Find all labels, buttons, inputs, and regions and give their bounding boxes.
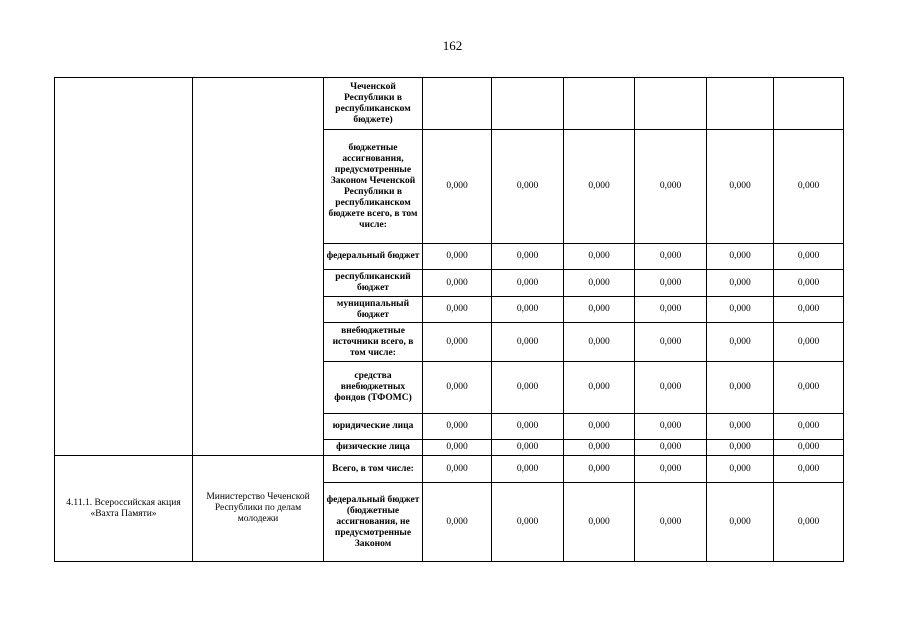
- amount-cell: 0,000: [707, 456, 774, 483]
- amount-cell: 0,000: [774, 362, 844, 414]
- amount-cell: 0,000: [423, 270, 492, 297]
- amount-cell: 0,000: [635, 456, 707, 483]
- amount-cell: 0,000: [492, 414, 564, 440]
- funding-source-cell: федеральный бюджет (бюджетные ассигнования, не предусмотренные Законом: [324, 483, 423, 562]
- amount-cell: 0,000: [492, 270, 564, 297]
- funding-source-cell: юридические лица: [324, 414, 423, 440]
- event-name-cell: 4.11.1. Всероссийская акция «Вахта Памяти»: [55, 456, 193, 562]
- amount-cell: 0,000: [423, 440, 492, 456]
- amount-cell: 0,000: [774, 297, 844, 323]
- executor-cell: [193, 78, 324, 456]
- amount-cell: 0,000: [492, 130, 564, 244]
- funding-source-cell: республиканский бюджет: [324, 270, 423, 297]
- amount-cell: 0,000: [564, 483, 635, 562]
- amount-cell: 0,000: [423, 297, 492, 323]
- amount-cell: 0,000: [423, 323, 492, 362]
- executor-cell: Министерство Чеченской Республики по делам молодежи: [193, 456, 324, 562]
- amount-cell: 0,000: [423, 130, 492, 244]
- amount-cell: 0,000: [774, 130, 844, 244]
- amount-cell: 0,000: [707, 483, 774, 562]
- amount-cell: 0,000: [707, 244, 774, 270]
- funding-source-cell: Всего, в том числе:: [324, 456, 423, 483]
- amount-cell: 0,000: [707, 414, 774, 440]
- funding-source-cell: федеральный бюджет: [324, 244, 423, 270]
- funding-source-cell: бюджетные ассигнования, предусмотренные Законом Чеченской Республики в республиканском бюджете всего, в том числе:: [324, 130, 423, 244]
- amount-cell: 0,000: [707, 297, 774, 323]
- amount-cell: 0,000: [564, 362, 635, 414]
- amount-cell: [423, 78, 492, 130]
- funding-source-cell: муниципальный бюджет: [324, 297, 423, 323]
- amount-cell: 0,000: [635, 130, 707, 244]
- amount-cell: 0,000: [492, 244, 564, 270]
- page-number: 162: [442, 38, 463, 53]
- amount-cell: 0,000: [423, 244, 492, 270]
- amount-cell: 0,000: [774, 483, 844, 562]
- amount-cell: 0,000: [635, 483, 707, 562]
- amount-cell: 0,000: [707, 440, 774, 456]
- amount-cell: 0,000: [707, 323, 774, 362]
- amount-cell: 0,000: [492, 362, 564, 414]
- amount-cell: 0,000: [423, 456, 492, 483]
- amount-cell: 0,000: [564, 414, 635, 440]
- amount-cell: 0,000: [492, 483, 564, 562]
- budget-table: [54, 77, 844, 562]
- table-row: [55, 78, 844, 130]
- amount-cell: 0,000: [492, 456, 564, 483]
- amount-cell: 0,000: [707, 130, 774, 244]
- amount-cell: 0,000: [707, 270, 774, 297]
- amount-cell: 0,000: [423, 362, 492, 414]
- funding-source-cell: внебюджетные источники всего, в том числе:: [324, 323, 423, 362]
- amount-cell: 0,000: [635, 323, 707, 362]
- amount-cell: 0,000: [564, 244, 635, 270]
- amount-cell: 0,000: [564, 323, 635, 362]
- funding-source-cell: Чеченской Республики в республиканском бюджете): [324, 78, 423, 130]
- amount-cell: 0,000: [635, 270, 707, 297]
- amount-cell: [564, 78, 635, 130]
- amount-cell: 0,000: [423, 483, 492, 562]
- amount-cell: 0,000: [492, 297, 564, 323]
- amount-cell: [492, 78, 564, 130]
- event-name-cell: [55, 78, 193, 456]
- amount-cell: 0,000: [423, 414, 492, 440]
- amount-cell: 0,000: [707, 362, 774, 414]
- amount-cell: [707, 78, 774, 130]
- amount-cell: 0,000: [564, 130, 635, 244]
- amount-cell: [774, 78, 844, 130]
- amount-cell: 0,000: [564, 270, 635, 297]
- amount-cell: 0,000: [774, 323, 844, 362]
- table-row: [55, 456, 844, 483]
- amount-cell: 0,000: [492, 440, 564, 456]
- funding-source-cell: средства внебюджетных фондов (ТФОМС): [324, 362, 423, 414]
- amount-cell: 0,000: [564, 440, 635, 456]
- amount-cell: 0,000: [774, 456, 844, 483]
- amount-cell: 0,000: [635, 297, 707, 323]
- amount-cell: 0,000: [774, 440, 844, 456]
- amount-cell: 0,000: [774, 414, 844, 440]
- amount-cell: 0,000: [492, 323, 564, 362]
- amount-cell: 0,000: [774, 270, 844, 297]
- amount-cell: 0,000: [635, 362, 707, 414]
- amount-cell: [635, 78, 707, 130]
- funding-source-cell: физические лица: [324, 440, 423, 456]
- amount-cell: 0,000: [635, 414, 707, 440]
- amount-cell: 0,000: [564, 456, 635, 483]
- amount-cell: 0,000: [564, 297, 635, 323]
- amount-cell: 0,000: [774, 244, 844, 270]
- amount-cell: 0,000: [635, 244, 707, 270]
- amount-cell: 0,000: [635, 440, 707, 456]
